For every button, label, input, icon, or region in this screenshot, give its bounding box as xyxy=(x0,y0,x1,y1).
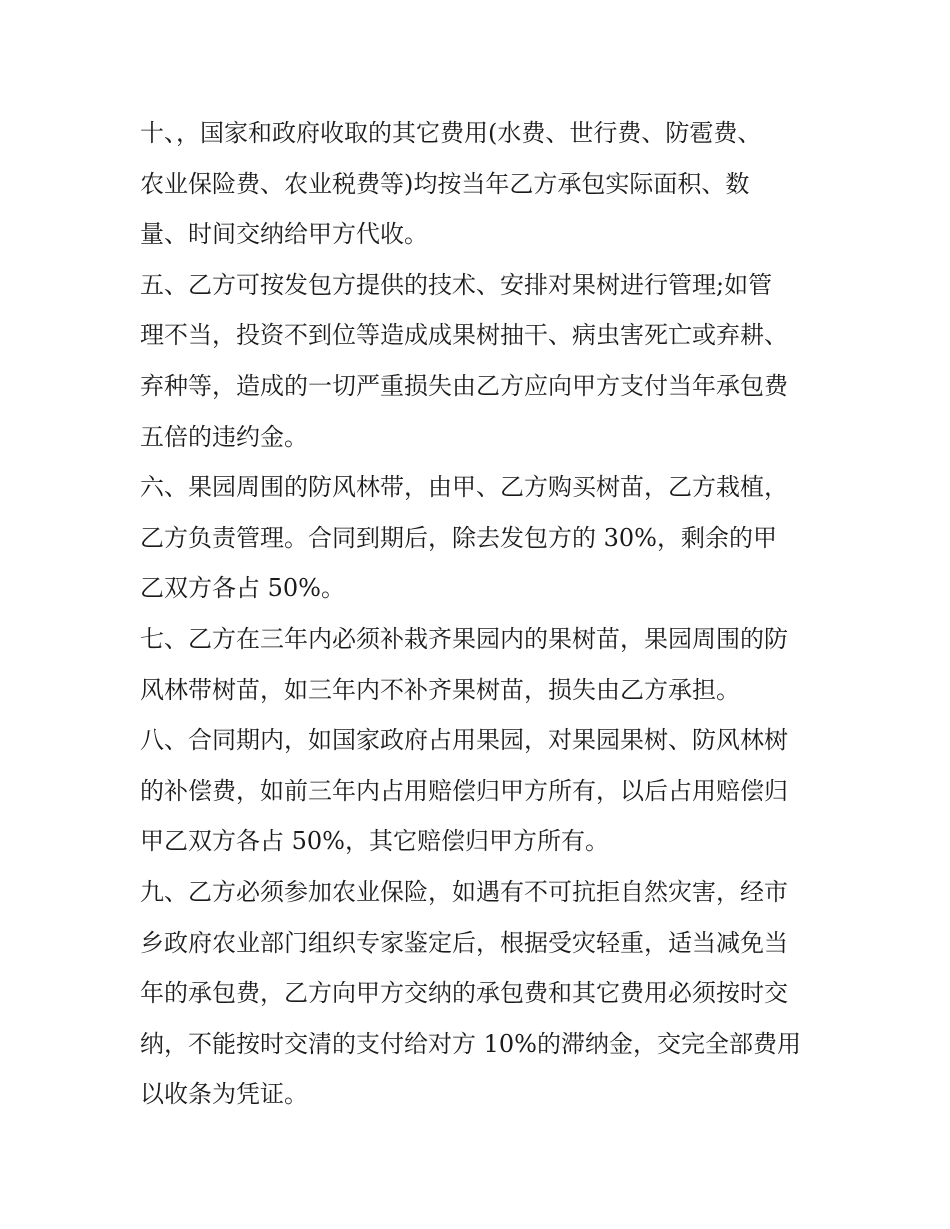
clause-line: 弃种等，造成的一切严重损失由乙方应向甲方支付当年承包费 xyxy=(140,371,788,400)
clause-five xyxy=(140,260,820,462)
clause-line: 乙双方各占 50%。 xyxy=(140,574,345,603)
clause-line: 农业保险费、农业税费等)均按当年乙方承包实际面积、数 xyxy=(140,169,750,198)
clause-line: 以收条为凭证。 xyxy=(140,1080,308,1109)
clause-line: 量、时间交纳给甲方代收。 xyxy=(140,220,428,249)
clause-line: 七、乙方在三年内必须补栽齐果园内的果树苗，果园周围的防 xyxy=(140,624,788,653)
clause-nine xyxy=(140,867,820,1120)
clause-ten xyxy=(140,108,820,260)
clause-line: 六、果园周围的防风林带，由甲、乙方购买树苗，乙方栽植， xyxy=(140,473,788,502)
clause-line: 乙方负责管理。合同到期后，除去发包方的 30%，剩余的甲 xyxy=(140,523,777,552)
clause-six xyxy=(140,462,820,614)
clause-line: 风林带树苗，如三年内不补齐果树苗，损失由乙方承担。 xyxy=(140,675,740,704)
clause-line: 年的承包费，乙方向甲方交纳的承包费和其它费用必须按时交 xyxy=(140,979,788,1008)
clause-line: 乡政府农业部门组织专家鉴定后，根据受灾轻重，适当减免当 xyxy=(140,928,788,957)
clause-line: 八、合同期内，如国家政府占用果园，对果园果树、防风林树 xyxy=(140,726,788,755)
clause-eight xyxy=(140,715,820,867)
clause-line: 纳，不能按时交清的支付给对方 10%的滞纳金，交完全部费用 xyxy=(140,1029,801,1058)
clause-line: 五倍的违约金。 xyxy=(140,422,308,451)
document-page xyxy=(140,108,820,1120)
clause-line: 理不当，投资不到位等造成成果树抽干、病虫害死亡或弃耕、 xyxy=(140,321,788,350)
clause-seven xyxy=(140,614,820,715)
clause-line: 的补偿费，如前三年内占用赔偿归甲方所有，以后占用赔偿归 xyxy=(140,776,788,805)
clause-line: 九、乙方必须参加农业保险，如遇有不可抗拒自然灾害，经市 xyxy=(140,877,788,906)
clause-line: 五、乙方可按发包方提供的技术、安排对果树进行管理;如管 xyxy=(140,270,773,299)
clause-line: 甲乙双方各占 50%，其它赔偿归甲方所有。 xyxy=(140,827,609,856)
clause-line: 十、，国家和政府收取的其它费用(水费、世行费、防雹费、 xyxy=(140,119,762,147)
